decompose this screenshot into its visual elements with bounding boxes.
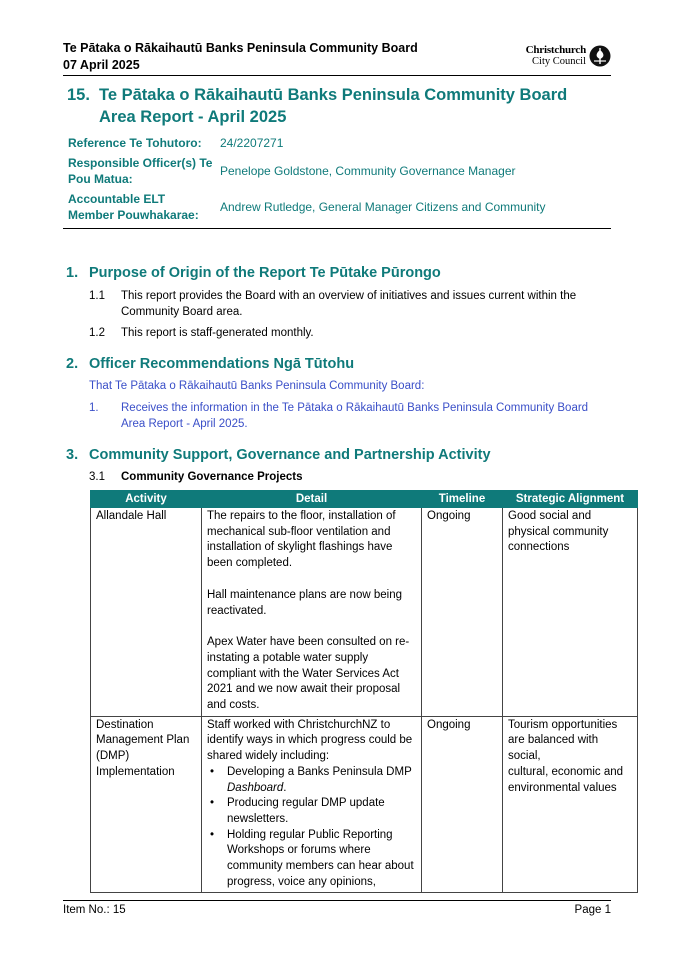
header-board-name: Te Pātaka o Rākaihautū Banks Peninsula Community Board bbox=[63, 41, 418, 55]
cell-alignment bbox=[503, 716, 638, 893]
column-header-detail: Detail bbox=[202, 491, 422, 508]
meta-reference-value: 24/2207271 bbox=[220, 136, 284, 150]
report-title bbox=[67, 84, 612, 128]
footer-page-number: Page 1 bbox=[574, 904, 611, 916]
meta-elt-row bbox=[63, 189, 611, 225]
report-metadata bbox=[63, 133, 611, 229]
recommendation-1 bbox=[121, 400, 601, 432]
table-row bbox=[91, 716, 638, 893]
meta-officer-label-2: Pou Matua: bbox=[68, 172, 133, 186]
section-1-title: Purpose of Origin of the Report Te Pūtake Pūrongo bbox=[89, 265, 441, 281]
subsection-3-1-number: 3.1 bbox=[89, 471, 105, 483]
detail-paragraph: Hall maintenance plans are now being reactivated. bbox=[207, 588, 402, 617]
cell-detail bbox=[202, 716, 422, 893]
table-header-row bbox=[91, 491, 638, 508]
list-item: • Producing regular DMP update newsletters. bbox=[207, 796, 416, 827]
para-1-2-number: 1.2 bbox=[89, 327, 105, 339]
cell-activity: Destination Management Plan (DMP) Implementation bbox=[91, 716, 202, 893]
recommendation-1-number: 1. bbox=[89, 402, 99, 414]
cell-timeline: Ongoing bbox=[422, 508, 503, 717]
para-1-1 bbox=[121, 288, 601, 320]
detail-paragraph: The repairs to the floor, installation of mechanical sub-floor ventilation and installation of skylight flashings have been completed. bbox=[207, 510, 396, 570]
page-header bbox=[63, 40, 611, 76]
section-2-heading bbox=[66, 354, 354, 374]
section-1-heading bbox=[66, 263, 441, 283]
column-header-strategic-alignment: Strategic Alignment bbox=[503, 491, 638, 508]
para-1-1-line-1: This report provides the Board with an overview of initiatives and issues current within the bbox=[121, 290, 577, 302]
meta-officer-row bbox=[63, 153, 611, 189]
recommendation-1-line-2: Area Report - April 2025. bbox=[121, 418, 248, 430]
title-number: 15. bbox=[67, 86, 90, 104]
recommendation-intro: That Te Pātaka o Rākaihautū Banks Peninsula Community Board: bbox=[89, 380, 425, 392]
list-item: • Developing a Banks Peninsula DMP Dashboard. bbox=[207, 765, 416, 796]
section-2-number: 2. bbox=[66, 356, 79, 372]
table-row bbox=[91, 508, 638, 717]
para-1-1-number: 1.1 bbox=[89, 290, 105, 302]
cell-detail bbox=[202, 508, 422, 717]
cell-timeline: Ongoing bbox=[422, 716, 503, 893]
meta-elt-value: Andrew Rutledge, General Manager Citizens and Community bbox=[220, 200, 546, 214]
detail-paragraph: Apex Water have been consulted on re-instating a potable water supply compliant with the Water Services Act 2021 and we now await their proposal and costs. bbox=[207, 636, 410, 712]
title-line-2: Area Report - April 2025 bbox=[99, 108, 287, 126]
logo-line-2: City Council bbox=[532, 56, 586, 67]
alignment-line-2: cultural, economic and environmental values bbox=[508, 765, 624, 794]
cell-activity: Allandale Hall bbox=[91, 508, 202, 717]
meta-elt-label-1: Accountable ELT bbox=[68, 192, 166, 206]
meta-reference-row bbox=[63, 133, 611, 153]
section-3-number: 3. bbox=[66, 447, 79, 463]
governance-projects-table bbox=[90, 490, 638, 893]
section-3-heading bbox=[66, 445, 491, 465]
section-2-title: Officer Recommendations Ngā Tūtohu bbox=[89, 356, 355, 372]
logo-line-1: Christchurch bbox=[525, 44, 586, 56]
list-item: • Holding regular Public Reporting Workshops or forums where community members can hear about progress, voice any opinions, bbox=[207, 828, 416, 891]
meta-elt-label-2: Member Pouwhakarae: bbox=[68, 208, 199, 222]
meta-reference-label: Reference Te Tohutoro: bbox=[68, 136, 202, 150]
detail-paragraph: Staff worked with ChristchurchNZ to identify ways in which progress could be shared widely including: bbox=[207, 718, 413, 763]
recommendation-1-line-1: Receives the information in the Te Pātaka o Rākaihautū Banks Peninsula Community Board bbox=[121, 402, 589, 414]
column-header-activity: Activity bbox=[91, 491, 202, 508]
alignment-line-1: Tourism opportunities are balanced with social, bbox=[508, 718, 618, 763]
meta-officer-label-1: Responsible Officer(s) Te bbox=[68, 156, 213, 170]
detail-bullet-list bbox=[207, 765, 416, 891]
cell-alignment: Good social and physical community connections bbox=[503, 508, 638, 717]
council-logo bbox=[526, 42, 611, 70]
title-line-1: Te Pātaka o Rākaihautū Banks Peninsula Community Board bbox=[99, 86, 568, 104]
section-3-title: Community Support, Governance and Partnership Activity bbox=[89, 447, 491, 463]
footer-item-number: Item No.: 15 bbox=[63, 904, 126, 916]
section-1-number: 1. bbox=[66, 265, 79, 281]
para-1-2: This report is staff-generated monthly. bbox=[121, 327, 314, 339]
subsection-3-1-title: Community Governance Projects bbox=[121, 471, 303, 483]
council-emblem-icon bbox=[589, 45, 611, 67]
header-date: 07 April 2025 bbox=[63, 58, 140, 72]
meta-officer-value: Penelope Goldstone, Community Governance Manager bbox=[220, 164, 516, 178]
page-footer bbox=[63, 900, 611, 918]
para-1-1-line-2: Community Board area. bbox=[121, 306, 243, 318]
column-header-timeline: Timeline bbox=[422, 491, 503, 508]
